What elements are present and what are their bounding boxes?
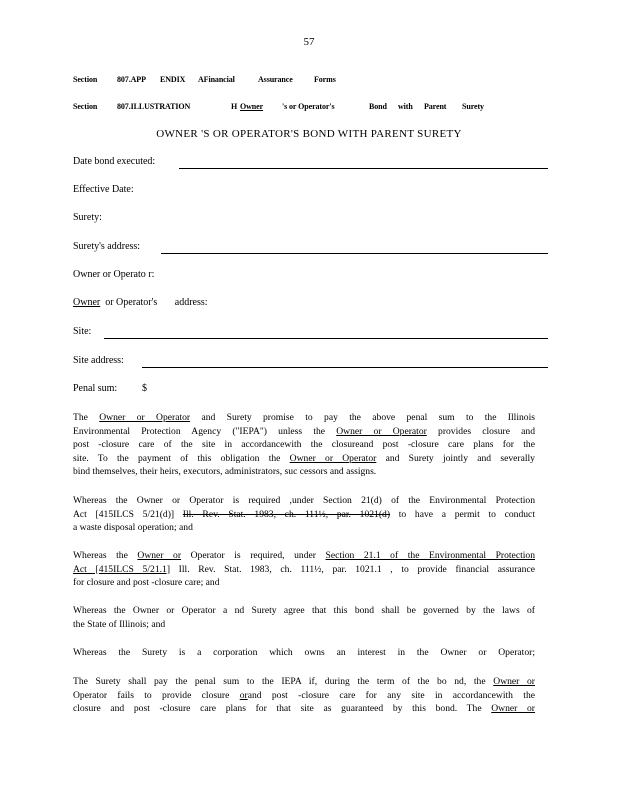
para2-line1: Whereas the Owner or Operator is required ,under Section 21(d) of the Environmental Protection — [73, 495, 535, 506]
dollar-sign: $ — [142, 383, 147, 394]
para2-line3: a waste disposal operation; and — [73, 522, 193, 533]
para5-line1: Whereas the Surety is a corporation which owns an interest in the Owner or Operator; — [73, 647, 535, 658]
header-financial: AFinancial — [198, 75, 235, 84]
owner-or-operator-label: Owner or Operato r: — [73, 269, 155, 280]
para4-line2: the State of Illinois; and — [73, 618, 166, 630]
effective-date-label: Effective Date: — [73, 184, 134, 195]
header2-surety: Surety — [462, 102, 484, 111]
site-address-line[interactable] — [142, 367, 548, 368]
para2-line2: Act [415ILCS 5/21(d)] Ill. Rev. Stat. 1983, ch. 111½, par. 1021(d) to have a permit to conduct — [73, 508, 535, 520]
para4-line1: Whereas the Owner or Operator a nd Surety agree that this bond shall be governed by the laws of — [73, 605, 535, 616]
header2-parent: Parent — [424, 102, 447, 111]
owner-or-operators-address-label — [73, 297, 208, 308]
para6-line3: closure and post -closure care plans for that site as guaranteed by this bond. The Owner or — [73, 703, 535, 714]
header-section-label: Section — [73, 75, 98, 84]
page-number: 57 — [303, 36, 315, 48]
para1-line1: The Owner or Operator and Surety promise to pay the above penal sum to the Illinois — [73, 412, 535, 423]
paragraph-promise — [73, 411, 535, 479]
header2-operator: 's or Operator's — [282, 102, 335, 111]
surety-label: Surety: — [73, 212, 102, 223]
para3-line3: for closure and post -closure care; and — [73, 577, 220, 588]
header2-h: H — [231, 102, 238, 111]
suretys-address-line[interactable] — [161, 253, 548, 254]
paragraph-whereas-corporation — [73, 646, 535, 660]
para3-line1: Whereas the Owner or Operator is required, under Section 21.1 of the Environmental Protection — [73, 550, 536, 561]
site-address-label: Site address: — [73, 355, 124, 366]
para3-line2: Act [415ILCS 5/21.1] Ill. Rev. Stat. 1983, ch. 111½, par. 1021.1 , to provide financial assurance — [73, 563, 535, 575]
paragraph-whereas-permit — [73, 494, 535, 535]
header2-bond: Bond — [369, 102, 387, 111]
header-forms: Forms — [314, 75, 336, 84]
header-section-number: 807.APP — [117, 75, 146, 84]
header2-owner: Owner — [240, 102, 264, 111]
paragraph-whereas-governed — [73, 604, 535, 631]
date-bond-executed-label: Date bond executed: — [73, 156, 156, 167]
owner-underlined: Owner — [73, 297, 101, 308]
paragraph-surety-shall-pay — [73, 675, 535, 716]
header2-with: with — [398, 102, 413, 111]
para6-line1: The Surety shall pay the penal sum to the IEPA if, during the term of the bo nd, the Owner or — [73, 676, 536, 687]
para6-line2: Operator fails to provide closure orand post -closure care for any site in accordancewith the — [73, 689, 535, 701]
form-title: OWNER 'S OR OPERATOR'S BOND WITH PARENT SURETY — [156, 128, 462, 140]
para1-line2: Environmental Protection Agency ("IEPA") unless the Owner or Operator provides closure and — [73, 425, 535, 437]
para1-line5: bind themselves, their heirs, executors, administrators, suc cessors and assigns. — [73, 466, 377, 477]
penal-sum-label: Penal sum: — [73, 383, 118, 394]
site-label: Site: — [73, 326, 92, 337]
header2-section-label: Section — [73, 102, 98, 111]
operators-address-text: or Operator's address: — [100, 297, 208, 308]
date-bond-executed-line[interactable] — [179, 168, 548, 169]
header-assurance: Assurance — [258, 75, 293, 84]
header2-section-number: 807.ILLUSTRATION — [117, 102, 191, 111]
para1-line3: post -closure care of the site in accordancewith the closureand post -closure care plans for the — [73, 439, 535, 450]
suretys-address-label: Surety's address: — [73, 241, 141, 252]
para1-line4: site. To the payment of this obligation the Owner or Operator and Surety jointly and severally — [73, 452, 535, 464]
site-line[interactable] — [104, 338, 548, 339]
paragraph-whereas-assurance — [73, 549, 535, 590]
header-endix: ENDIX — [160, 75, 186, 84]
